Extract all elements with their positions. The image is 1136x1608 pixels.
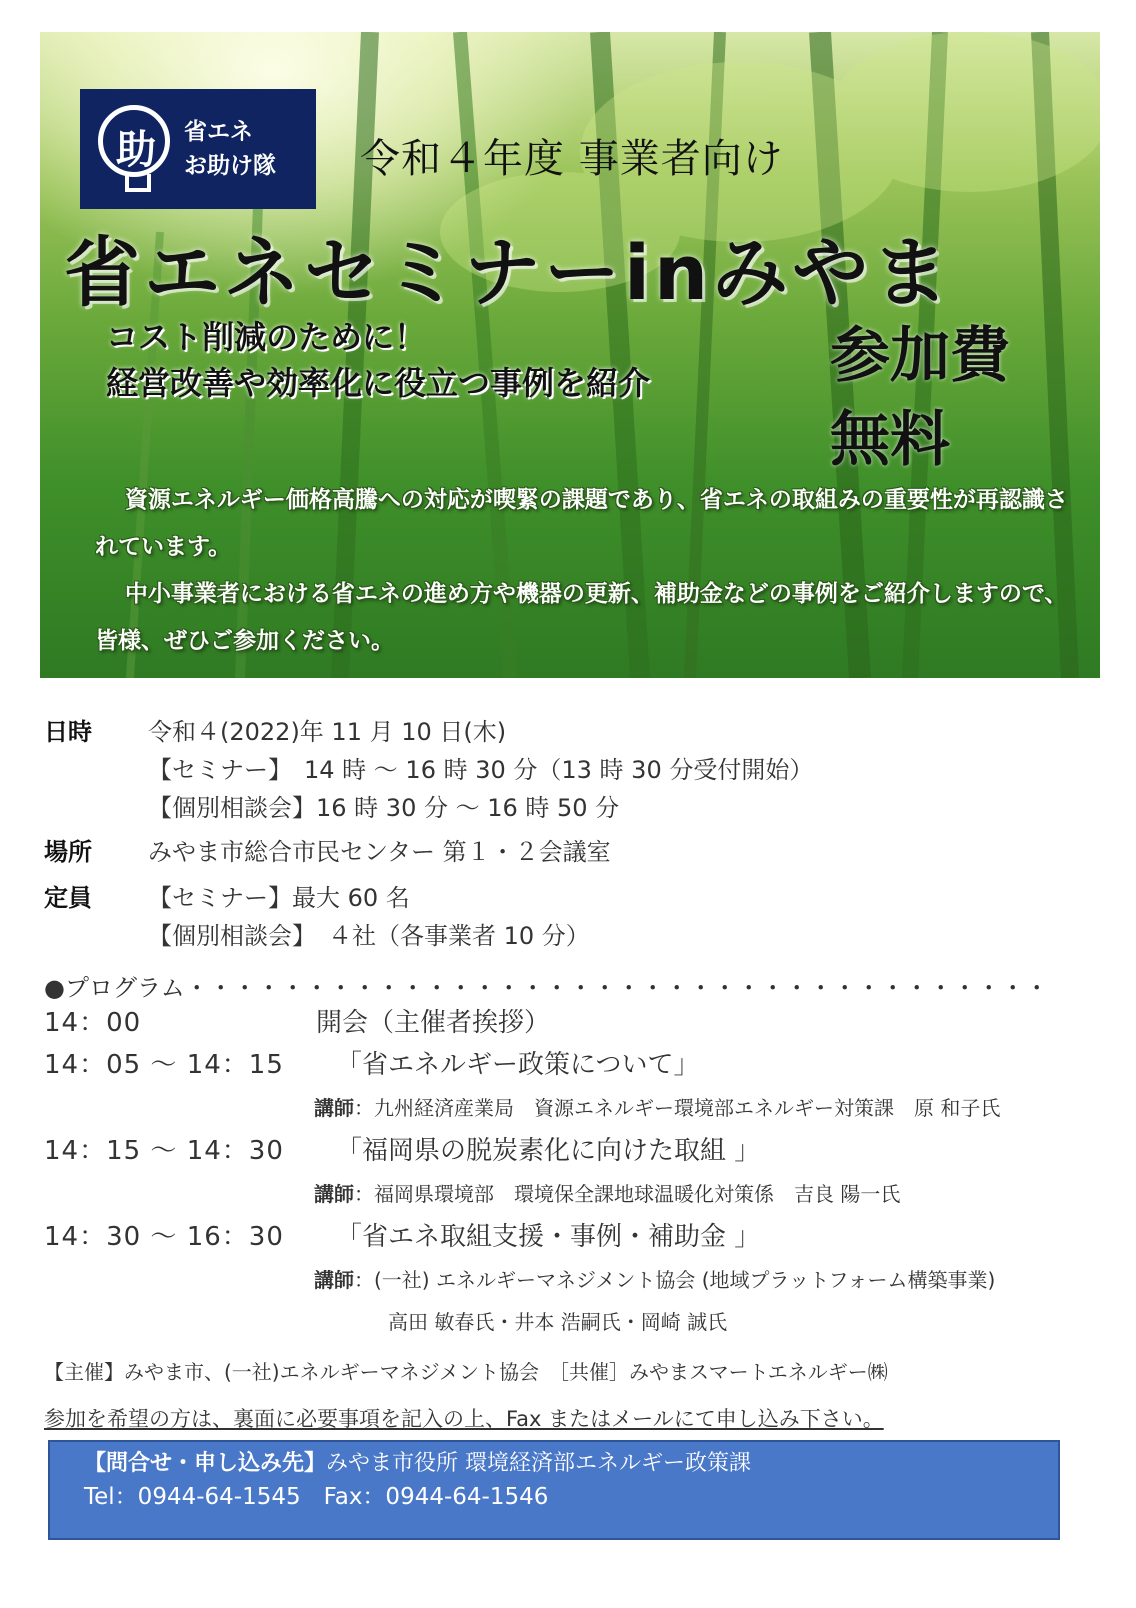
- contact-line: [84, 1446, 751, 1477]
- program-lecturer: [314, 1092, 1000, 1121]
- program-topic: 「福岡県の脱炭素化に向けた取組 」: [336, 1136, 761, 1166]
- program-lecturer-names: 高田 敏春氏・井本 浩嗣氏・岡崎 誠氏: [388, 1310, 728, 1334]
- lecturer-name: ：(一社) エネルギーマネジメント協会 (地域プラットフォーム構築事業): [354, 1268, 996, 1292]
- capacity-label: 定員: [44, 884, 92, 912]
- logo-line1: 省エネ: [184, 119, 253, 145]
- lecturer-label: 講師: [314, 1182, 354, 1206]
- contact-phone: Tel：0944-64-1545 Fax：0944-64-1546: [84, 1484, 549, 1510]
- apply-note: 参加を希望の方は、裏面に必要事項を記入の上、Fax またはメールにて申し込み下さい。: [44, 1407, 884, 1431]
- logo-text: [184, 115, 276, 183]
- fee-label: 参加費: [830, 321, 1010, 391]
- program-topic: 開会（主催者挨拶）: [316, 1008, 551, 1038]
- capacity-consult: 【個別相談会】 ４社（各事業者 10 分）: [148, 922, 590, 950]
- fee-value: 無料: [830, 405, 950, 475]
- date-value: 令和４(2022)年 11 月 10 日(木): [148, 718, 507, 746]
- program-time: 14：30 ～ 16：30: [44, 1222, 284, 1252]
- program-lecturer: [314, 1264, 995, 1293]
- place-label: 場所: [44, 838, 92, 866]
- logo: [80, 89, 316, 209]
- lecturer-label: 講師: [314, 1268, 354, 1292]
- intro-paragraph-1: 資源エネルギー価格高騰への対応が喫緊の課題であり、省エネの取組みの重要性が再認識されています。: [95, 487, 1068, 560]
- program-topic: 「省エネルギー政策について」: [336, 1050, 700, 1080]
- program-lecturer: [314, 1178, 900, 1207]
- hero-banner: [40, 32, 1100, 678]
- contact-box: [48, 1440, 1060, 1540]
- program-time: 14：05 ～ 14：15: [44, 1050, 284, 1080]
- program-time: 14：15 ～ 14：30: [44, 1136, 284, 1166]
- intro-paragraph-2: 中小事業者における省エネの進め方や機器の更新、補助金などの事例をご紹介しますので、皆様、ぜひご参加ください。: [95, 581, 1068, 654]
- subtitle: 令和４年度 事業者向け: [360, 136, 784, 182]
- host-info: 【主催】みやま市、(一社)エネルギーマネジメント協会 ［共催］みやまスマートエネルギー㈱: [44, 1360, 888, 1384]
- catch-line1: コスト削減のために！: [106, 318, 427, 356]
- date-seminar: 【セミナー】 14 時 ～ 16 時 30 分（13 時 30 分受付開始）: [148, 756, 814, 784]
- program-time: 14：00: [44, 1008, 142, 1038]
- lecturer-name: ：九州経済産業局 資源エネルギー環境部エネルギー対策課 原 和子氏: [354, 1096, 1001, 1120]
- lecturer-label: 講師: [314, 1096, 354, 1120]
- intro-text: [95, 477, 1075, 665]
- contact-org: みやま市役所 環境経済部エネルギー政策課: [326, 1451, 752, 1476]
- place-value: みやま市総合市民センター 第１・２会議室: [148, 838, 611, 866]
- capacity-seminar: 【セミナー】最大 60 名: [148, 884, 410, 912]
- fee-notice: [830, 314, 1010, 482]
- logo-glyph: 助: [116, 127, 156, 173]
- lecturer-name: ：福岡県環境部 環境保全課地球温暖化対策係 吉良 陽一氏: [354, 1182, 901, 1206]
- catch-line2: 経営改善や効率化に役立つ事例を紹介: [106, 364, 651, 402]
- date-label: 日時: [44, 718, 92, 746]
- page-title: 省エネセミナーinみやま: [64, 228, 953, 317]
- logo-line2: お助け隊: [184, 153, 276, 179]
- contact-label: 【問合せ・申し込み先】: [84, 1451, 327, 1476]
- program-heading: ●プログラム・・・・・・・・・・・・・・・・・・・・・・・・・・・・・・・・・・・・: [44, 974, 1049, 1002]
- date-consult: 【個別相談会】16 時 30 分 ～ 16 時 50 分: [148, 794, 620, 822]
- program-topic: 「省エネ取組支援・事例・補助金 」: [336, 1222, 761, 1252]
- catchphrase: [106, 314, 650, 406]
- lightbulb-icon: [98, 105, 170, 177]
